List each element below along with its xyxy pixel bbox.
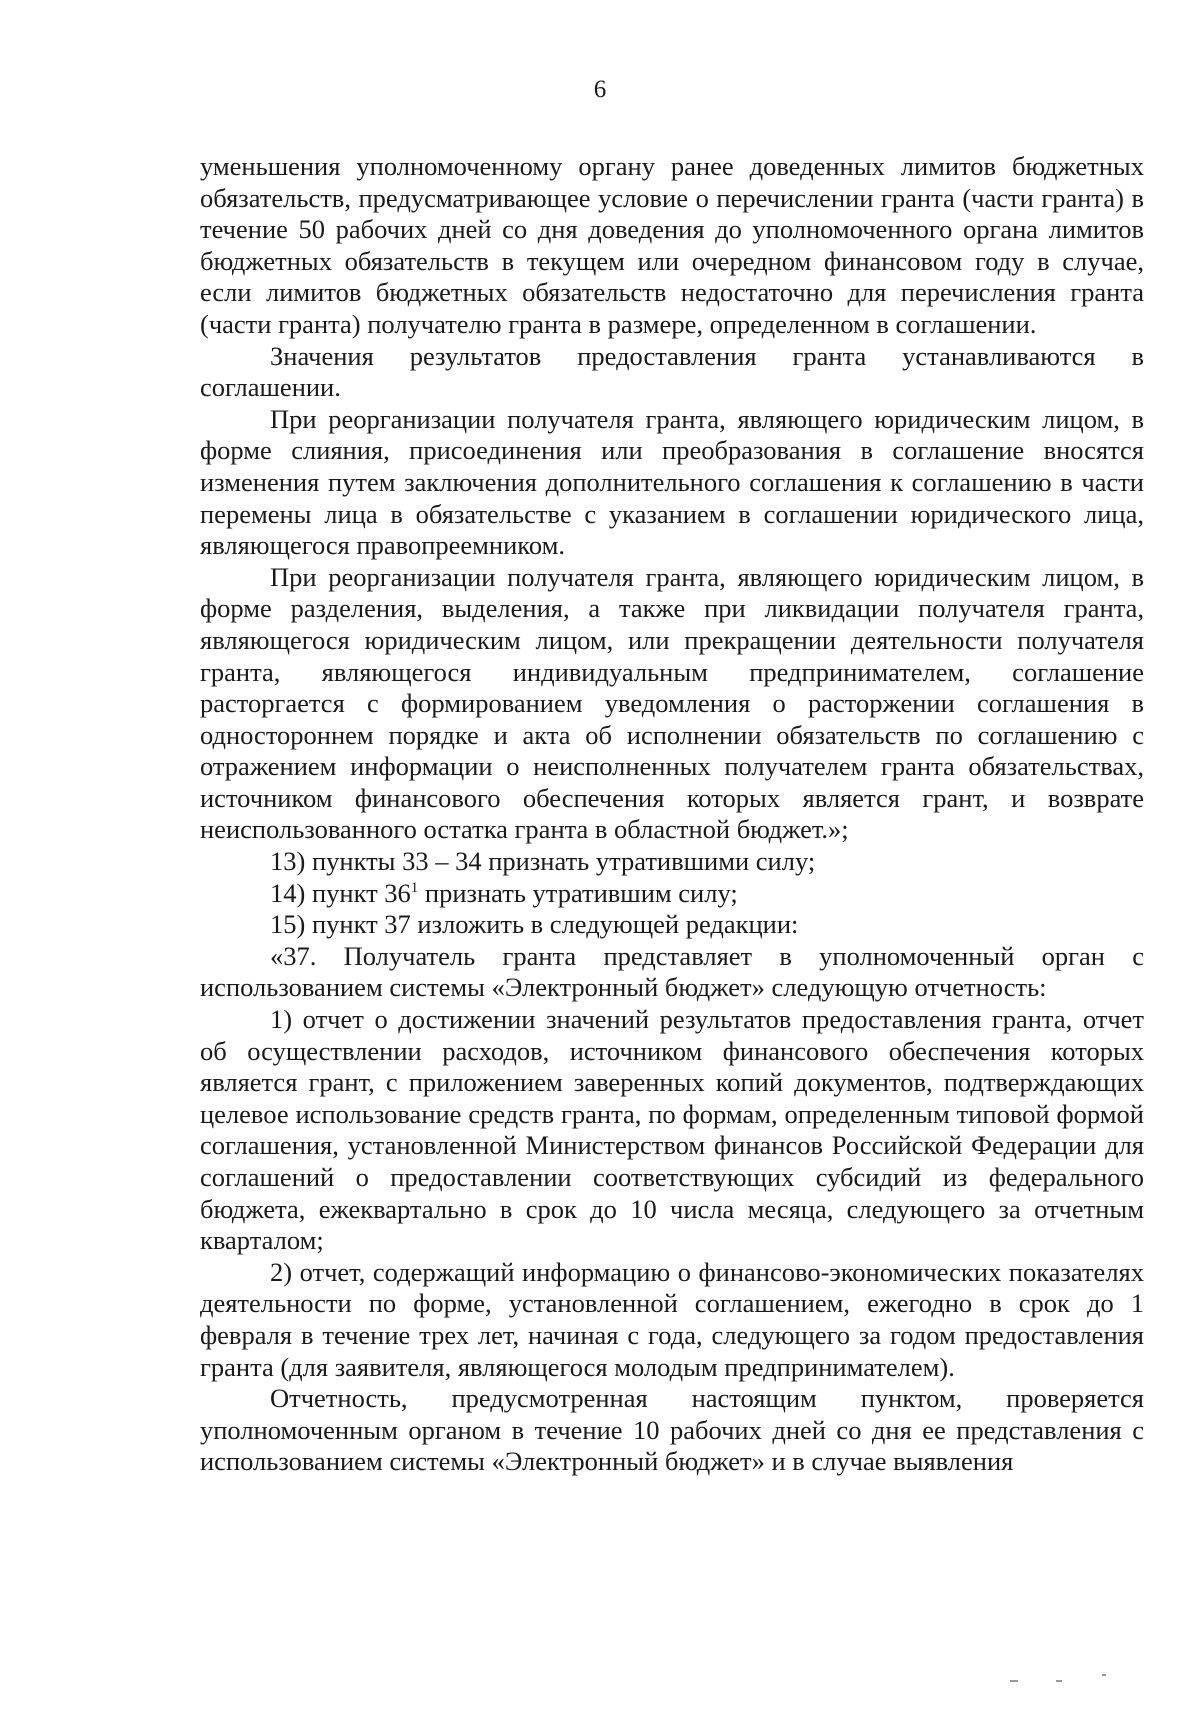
superscript-index: 1 [410,879,419,896]
reporting-item-2: 2) отчет, содержащий информацию о финансово-экономических показателях деятельности по форме, установленной соглашением, ежегодно в срок до 1 февраля в течение трех лет, начиная с года, следующего за годом предоставления гранта (для заявителя, являющегося молодым предпринимателем). [200,1256,1144,1382]
list-item-14-text: 14) пункт 36 [270,877,411,908]
paragraph-results-values: Значения результатов предоставления гранта устанавливаются в соглашении. [200,340,1144,403]
paragraph-point-37: «37. Получатель гранта представляет в уполномоченный орган с использованием системы «Электронный бюджет» следующую отчетность: [200,940,1144,1003]
paragraph-reporting-check: Отчетность, предусмотренная настоящим пунктом, проверяется уполномоченным органом в течение 10 рабочих дней со дня ее представления с использованием системы «Электронный бюджет» и в случае выявления [200,1383,1144,1477]
list-item-14 [200,878,1144,910]
list-item-14-tail: признать утратившим силу; [418,877,738,908]
list-item-15: 15) пункт 37 изложить в следующей редакции: [270,909,799,940]
reporting-item-1: 1) отчет о достижении значений результатов предоставления гранта, отчет об осуществлении расходов, источником финансового обеспечения которых является грант, с приложением заверенных копий документов, подтверждающих целевое использование средств гранта, по формам, определенным типовой формой соглашения, установленной Министерством финансов Российской Федерации для соглашений о предоставлении соответствующих субсидий из федерального бюджета, ежеквартально в срок до 10 числа месяца, следующего за отчетным кварталом; [200,1004,1144,1256]
page-number: 6 [593,76,607,103]
document-body [200,151,1144,1478]
scan-artifact [1010,1680,1120,1688]
paragraph-continuation: уменьшения уполномоченному органу ранее доведенных лимитов бюджетных обязательств, предусматривающее условие о перечислении гранта (части гранта) в течение 50 рабочих дней со дня доведения до уполномоченного органа лимитов бюджетных обязательств в текущем или очередном финансовом году в случае, если лимитов бюджетных обязательств недостаточно для перечисления гранта (части гранта) получателю гранта в размере, определенном в соглашении. [200,151,1144,339]
paragraph-reorganization-merger: При реорганизации получателя гранта, являющего юридическим лицом, в форме слияния, присоединения или преобразования в соглашение вносятся изменения путем заключения дополнительного соглашения к соглашению в части перемены лица в обязательстве с указанием в соглашении юридического лица, являющегося правопреемником. [200,403,1144,561]
paragraph-reorganization-division: При реорганизации получателя гранта, являющего юридическим лицом, в форме разделения, выделения, а также при ликвидации получателя гранта, являющегося юридическим лицом, или прекращении деятельности получателя гранта, являющегося индивидуальным предпринимателем, соглашение расторгается с формированием уведомления о расторжении соглашения в одностороннем порядке и акта об исполнении обязательств по соглашению с отражением информации о неисполненных получателем гранта обязательствах, источником финансового обеспечения которых является грант, и возврате неиспользованного остатка гранта в областной бюджет.»; [200,561,1144,845]
list-item-13: 13) пункты 33 – 34 признать утратившими силу; [270,846,816,877]
